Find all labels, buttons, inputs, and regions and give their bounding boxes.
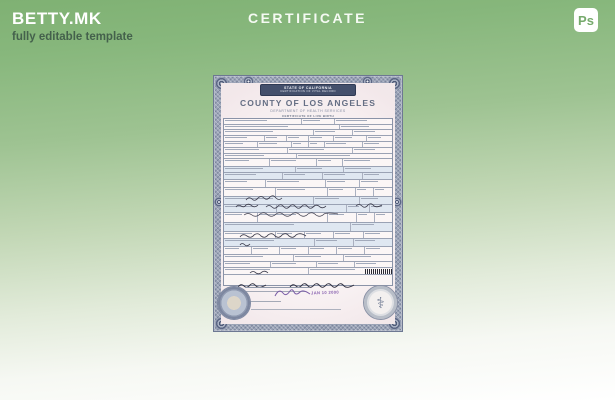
form-field-cell xyxy=(224,180,266,187)
form-field-cell xyxy=(309,136,335,141)
form-field-cell xyxy=(302,119,335,124)
handwritten-entry xyxy=(239,232,307,239)
banner-line1: STATE OF CALIFORNIA xyxy=(284,86,332,90)
form-field-cell xyxy=(337,247,365,254)
form-field-cell xyxy=(309,247,337,254)
form-field-cell xyxy=(317,159,343,166)
form-field-cell xyxy=(224,136,265,141)
form-title: CERTIFICATE OF LIVE BIRTH xyxy=(281,113,335,118)
banner-line2: CERTIFICATION OF VITAL RECORD xyxy=(280,89,336,94)
form-field-cell xyxy=(317,262,355,267)
form-field-cell xyxy=(344,255,392,261)
form-field-cell xyxy=(343,159,392,166)
handwritten-entry xyxy=(243,211,339,217)
form-field-cell xyxy=(224,173,283,179)
form-field-cell xyxy=(294,255,343,261)
form-field-cell xyxy=(325,142,363,147)
form-row xyxy=(224,173,392,180)
form-field-cell xyxy=(265,136,287,141)
caduceus-icon: ⚕ xyxy=(363,285,398,320)
form-field-cell xyxy=(224,119,302,124)
form-field-cell xyxy=(357,213,375,222)
brand-logo: BETTY.MK xyxy=(12,9,102,28)
form-field-cell xyxy=(224,262,271,267)
form-field-cell xyxy=(364,232,392,238)
form-field-cell xyxy=(353,148,392,153)
handwritten-entry xyxy=(265,203,329,209)
form-field-cell xyxy=(354,239,392,246)
form-field-cell xyxy=(271,262,318,267)
form-field-cell xyxy=(355,262,392,267)
form-field-cell xyxy=(363,142,392,147)
form-field-cell xyxy=(328,188,355,196)
form-field-cell xyxy=(334,232,363,238)
form-field-cell xyxy=(224,154,297,158)
handwritten-entry xyxy=(245,195,283,202)
form-field-cell xyxy=(224,167,296,172)
form-field-cell xyxy=(224,148,288,153)
page-title: CERTIFICATE xyxy=(247,10,367,26)
form-field-cell xyxy=(224,130,314,135)
form-field-cell xyxy=(309,142,325,147)
certification-text-line xyxy=(251,309,341,310)
form-field-cell xyxy=(326,180,359,187)
form-field-cell xyxy=(363,173,392,179)
certificate-paper xyxy=(221,83,395,324)
form-field-cell xyxy=(365,247,392,254)
form-field-cell xyxy=(266,180,326,187)
form-row xyxy=(224,159,392,167)
form-field-cell xyxy=(224,247,252,254)
form-field-cell xyxy=(323,173,363,179)
certificate-document xyxy=(213,75,403,332)
form-field-cell xyxy=(344,167,392,172)
date-received-stamp: JAN 10 2000 xyxy=(310,289,340,296)
form-field-cell xyxy=(224,255,294,261)
handwritten-entry xyxy=(235,203,259,209)
form-field-cell xyxy=(283,173,323,179)
form-field-cell xyxy=(224,223,351,231)
form-field-cell xyxy=(288,148,352,153)
form-field-cell xyxy=(340,125,392,129)
handwritten-entry xyxy=(355,202,383,208)
registrar-signature xyxy=(273,288,311,299)
department-subtitle: DEPARTMENT OF HEALTH SERVICES xyxy=(270,108,346,113)
handwritten-entry xyxy=(249,269,269,275)
form-field-cell xyxy=(224,159,270,166)
brand-tagline: fully editable template xyxy=(12,31,133,43)
form-field-cell xyxy=(287,136,309,141)
form-field-cell xyxy=(296,167,345,172)
form-field-cell xyxy=(276,188,328,196)
form-field-cell xyxy=(258,142,292,147)
form-field-cell xyxy=(297,154,392,158)
form-field-cell xyxy=(252,247,280,254)
form-field-cell xyxy=(305,232,334,238)
form-field-cell xyxy=(315,239,354,246)
form-field-cell xyxy=(360,180,392,187)
state-banner xyxy=(260,84,356,96)
photoshop-icon: Ps xyxy=(574,8,598,32)
form-row xyxy=(224,255,392,262)
form-field-cell xyxy=(270,159,316,166)
form-field-cell xyxy=(375,213,392,222)
barcode xyxy=(365,269,392,274)
form-row xyxy=(224,223,392,232)
handwritten-entry xyxy=(239,241,251,247)
form-field-cell xyxy=(224,125,340,129)
form-field-cell xyxy=(224,239,315,246)
form-field-cell xyxy=(353,130,392,135)
form-field-cell xyxy=(334,136,367,141)
form-field-cell xyxy=(335,119,392,124)
form-field-cell xyxy=(356,188,375,196)
form-field-cell xyxy=(367,136,392,141)
california-state-seal-icon xyxy=(217,286,251,320)
form-field-cell xyxy=(224,142,258,147)
form-field-cell xyxy=(374,188,392,196)
form-field-cell xyxy=(314,130,354,135)
form-field-cell xyxy=(351,223,392,231)
form-row xyxy=(224,180,392,188)
form-field-cell xyxy=(292,142,308,147)
county-title: COUNTY OF LOS ANGELES xyxy=(240,98,376,108)
form-row xyxy=(224,247,392,255)
form-field-cell xyxy=(280,247,308,254)
